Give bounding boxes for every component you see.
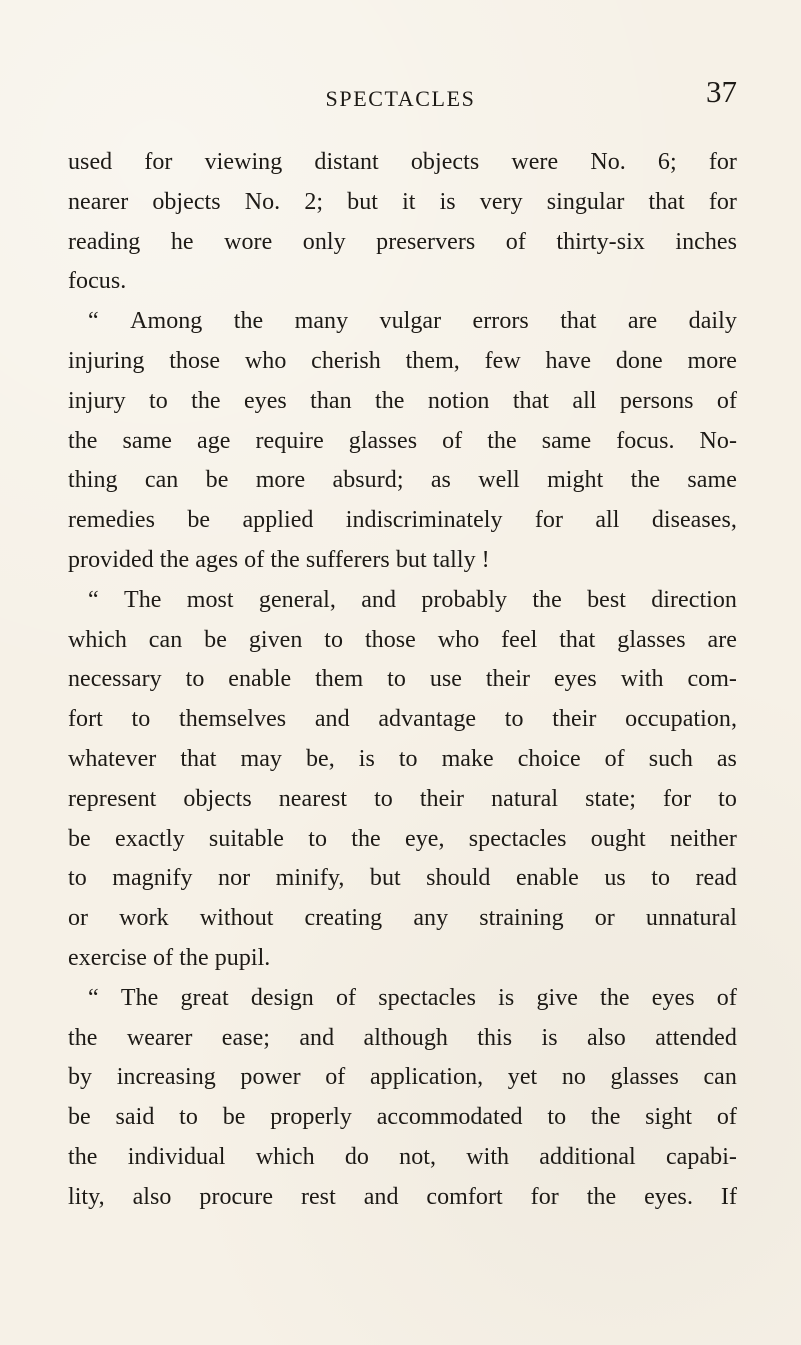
text-line-7: injury to the eyes than the notion that all persons of [68,387,737,414]
text-line-23: the wearer ease; and although this is also attended [68,1024,737,1051]
text-line-4: focus. [68,268,127,295]
text-line-3: reading he wore only preservers of thirty-six inches [68,228,737,255]
page-number: 37 [706,74,737,109]
text-line-10: remedies be applied indiscriminately for all diseases, [68,507,737,534]
body-text [68,143,737,1218]
text-line-18: be exactly suitable to the eye, spectacles ought neither [68,825,737,852]
text-line-17: represent objects nearest to their natural state; for to [68,785,737,812]
text-line-2: nearer objects No. 2; but it is very singular that for [68,188,737,215]
text-line-19: to magnify nor minify, but should enable us to read [68,865,737,892]
text-line-9: thing can be more absurd; as well might the same [68,467,737,494]
text-line-26: the individual which do not, with additional capabi- [68,1143,737,1170]
text-line-11: provided the ages of the sufferers but tally ! [68,546,490,573]
text-line-22: “ The great design of spectacles is give the eyes of [88,984,737,1011]
text-line-24: by increasing power of application, yet no glasses can [68,1064,737,1091]
text-line-6: injuring those who cherish them, few have done more [68,347,737,374]
text-line-21: exercise of the pupil. [68,944,271,971]
text-line-12: “ The most general, and probably the best direction [88,586,737,613]
page-header [0,74,801,116]
text-line-25: be said to be properly accommodated to the sight of [68,1104,737,1131]
text-line-27: lity, also procure rest and comfort for the eyes. If [68,1183,737,1210]
text-line-14: necessary to enable them to use their eyes with com- [68,666,737,693]
text-line-1: used for viewing distant objects were No. 6; for [68,149,737,175]
text-line-8: the same age require glasses of the same focus. No- [68,427,737,454]
text-line-13: which can be given to those who feel that glasses are [68,626,737,653]
text-line-16: whatever that may be, is to make choice of such as [68,745,737,772]
running-head: SPECTACLES [325,86,476,111]
text-line-5: “ Among the many vulgar errors that are daily [88,308,737,335]
text-line-15: fort to themselves and advantage to their occupation, [68,706,737,733]
text-line-20: or work without creating any straining or unnatural [68,905,737,932]
